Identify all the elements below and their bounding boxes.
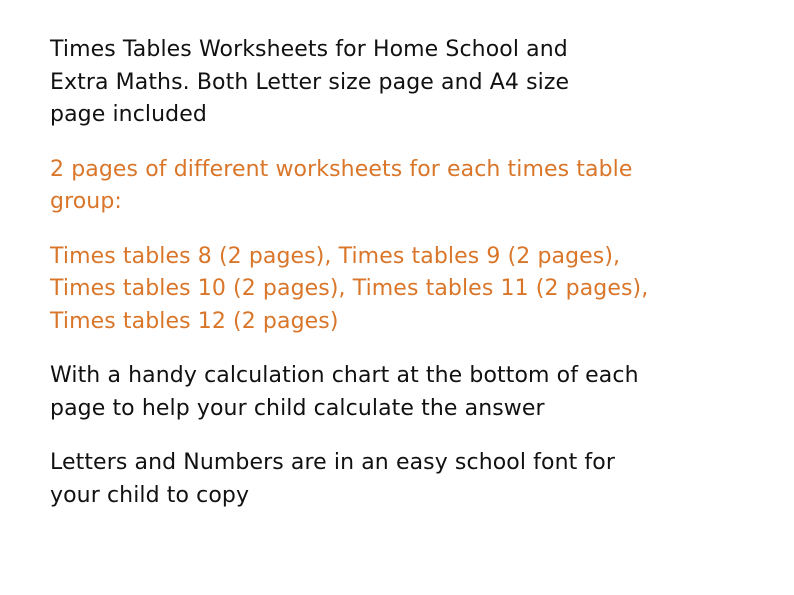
times-tables-list-paragraph: Times tables 8 (2 pages), Times tables 9 (2 pages), Times tables 10 (2 pages), Times tables 11 (2 pages), Times tables 12 (2 pages) xyxy=(50,243,649,334)
school-font-paragraph: Letters and Numbers are in an easy school font for your child to copy xyxy=(50,450,615,508)
worksheet-description xyxy=(50,34,750,534)
calculation-chart-paragraph: With a handy calculation chart at the bottom of each page to help your child calculate the answer xyxy=(50,363,639,421)
intro-paragraph: Times Tables Worksheets for Home School and Extra Maths. Both Letter size page and A4 size page included xyxy=(50,37,570,127)
pages-paragraph: 2 pages of different worksheets for each times table group: xyxy=(50,156,633,214)
